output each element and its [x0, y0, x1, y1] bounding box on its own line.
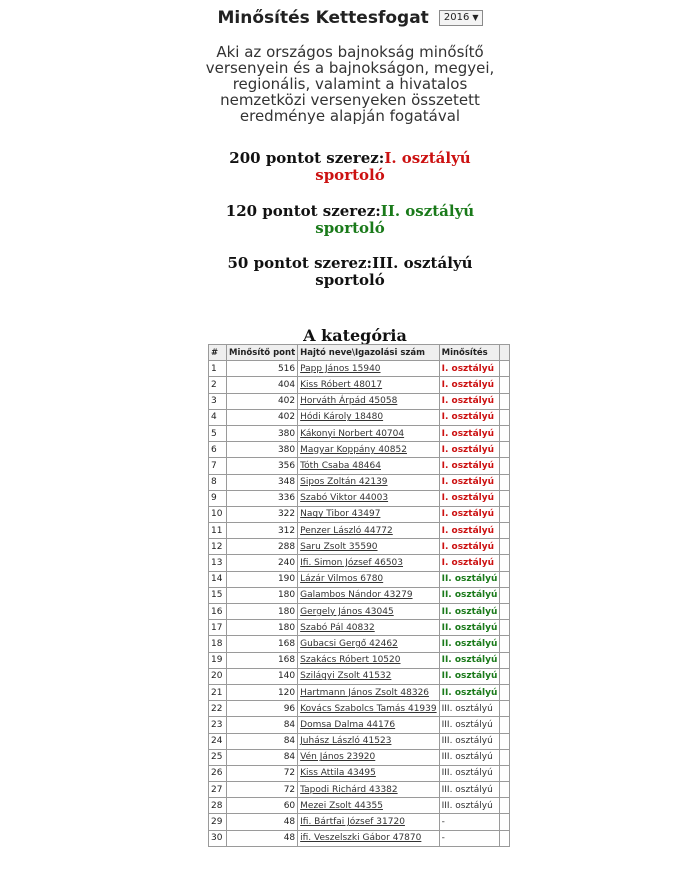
row-number: 10 [209, 506, 227, 522]
row-extra [500, 555, 510, 571]
row-extra [500, 668, 510, 684]
row-class: I. osztályú [439, 506, 500, 522]
row-extra [500, 814, 510, 830]
row-class: I. osztályú [439, 377, 500, 393]
row-number: 24 [209, 733, 227, 749]
driver-link[interactable]: Gergely János 43045 [300, 606, 394, 617]
row-driver [298, 555, 439, 571]
row-points: 84 [227, 717, 298, 733]
category-title: A kategória [303, 326, 407, 345]
row-driver [298, 425, 439, 441]
table-row [209, 490, 510, 506]
row-class: II. osztályú [439, 620, 500, 636]
driver-link[interactable]: Kovács Szabolcs Tamás 41939 [300, 703, 437, 714]
table-row [209, 409, 510, 425]
level-3-prefix: 50 pontot szerez: [227, 254, 373, 272]
row-extra [500, 652, 510, 668]
driver-link[interactable]: Tapodi Richárd 43382 [300, 784, 398, 795]
table-row [209, 393, 510, 409]
table-row [209, 717, 510, 733]
driver-link[interactable]: Ifi. Simon József 46503 [300, 558, 404, 569]
row-driver [298, 830, 439, 846]
row-points: 140 [227, 668, 298, 684]
driver-link[interactable]: Galambos Nándor 43279 [300, 590, 413, 601]
row-number: 7 [209, 458, 227, 474]
row-driver [298, 604, 439, 620]
row-number: 28 [209, 798, 227, 814]
row-points: 120 [227, 684, 298, 700]
row-number: 4 [209, 409, 227, 425]
level-3 [215, 255, 485, 289]
table-row [209, 506, 510, 522]
table-row [209, 377, 510, 393]
driver-link[interactable]: Ifi. Bártfai József 31720 [300, 817, 405, 828]
row-number: 8 [209, 474, 227, 490]
row-driver [298, 733, 439, 749]
driver-link[interactable]: Magyar Koppány 40852 [300, 444, 407, 455]
row-number: 29 [209, 814, 227, 830]
driver-link[interactable]: Hartmann János Zsolt 48326 [300, 687, 430, 698]
row-extra [500, 474, 510, 490]
row-class: III. osztályú [439, 782, 500, 798]
row-number: 27 [209, 782, 227, 798]
row-number: 2 [209, 377, 227, 393]
row-driver [298, 620, 439, 636]
driver-link[interactable]: Hódi Károly 18480 [300, 412, 384, 423]
level-2-prefix: 120 pontot szerez: [225, 202, 381, 220]
table-row [209, 701, 510, 717]
chevron-down-icon: ▼ [472, 12, 479, 22]
row-number: 14 [209, 571, 227, 587]
table-row [209, 814, 510, 830]
row-driver [298, 377, 439, 393]
driver-link[interactable]: Domsa Dalma 44176 [300, 719, 396, 730]
table-row [209, 425, 510, 441]
table-row [209, 684, 510, 700]
row-driver [298, 409, 439, 425]
row-points: 288 [227, 539, 298, 555]
column-header-points: Minősítő pont [227, 345, 298, 361]
row-class: II. osztályú [439, 587, 500, 603]
table-row [209, 555, 510, 571]
row-class: I. osztályú [439, 555, 500, 571]
table-row [209, 668, 510, 684]
row-driver [298, 701, 439, 717]
row-points: 60 [227, 798, 298, 814]
row-points: 402 [227, 393, 298, 409]
row-class: III. osztályú [439, 733, 500, 749]
row-number: 17 [209, 620, 227, 636]
row-class: III. osztályú [439, 765, 500, 781]
row-number: 25 [209, 749, 227, 765]
row-extra [500, 361, 510, 377]
row-class: I. osztályú [439, 474, 500, 490]
row-driver [298, 393, 439, 409]
column-header-class: Minősítés [439, 345, 500, 361]
driver-link[interactable]: Kákonyi Norbert 40704 [300, 428, 405, 439]
row-driver [298, 523, 439, 539]
row-extra [500, 733, 510, 749]
row-class: I. osztályú [439, 425, 500, 441]
row-extra [500, 377, 510, 393]
driver-link[interactable]: Nagy Tibor 43497 [300, 509, 381, 520]
table-row [209, 652, 510, 668]
row-driver [298, 458, 439, 474]
row-points: 180 [227, 587, 298, 603]
row-extra [500, 830, 510, 846]
row-extra [500, 571, 510, 587]
row-number: 3 [209, 393, 227, 409]
driver-link[interactable]: Kiss Attila 43495 [300, 768, 376, 779]
header [0, 7, 700, 31]
row-driver [298, 684, 439, 700]
row-points: 356 [227, 458, 298, 474]
driver-link[interactable]: Penzer László 44772 [300, 525, 393, 536]
row-driver [298, 749, 439, 765]
driver-link[interactable]: Juhász László 41523 [300, 736, 392, 747]
row-extra [500, 782, 510, 798]
row-class: III. osztályú [439, 798, 500, 814]
row-points: 180 [227, 620, 298, 636]
row-extra [500, 765, 510, 781]
driver-link[interactable]: Papp János 15940 [300, 363, 381, 374]
row-class: II. osztályú [439, 668, 500, 684]
driver-link[interactable]: Szakács Róbert 10520 [300, 655, 401, 666]
row-driver [298, 571, 439, 587]
row-points: 322 [227, 506, 298, 522]
row-class: I. osztályú [439, 523, 500, 539]
level-1-label: I. osztályú sportoló [315, 149, 471, 184]
row-class: II. osztályú [439, 571, 500, 587]
table-header-row [209, 345, 510, 361]
table-row [209, 733, 510, 749]
row-extra [500, 636, 510, 652]
row-number: 11 [209, 523, 227, 539]
row-class: I. osztályú [439, 442, 500, 458]
row-extra [500, 458, 510, 474]
row-number: 30 [209, 830, 227, 846]
driver-link[interactable]: Tóth Csaba 48464 [300, 460, 381, 471]
row-number: 18 [209, 636, 227, 652]
row-driver [298, 652, 439, 668]
table-row [209, 782, 510, 798]
row-class: I. osztályú [439, 361, 500, 377]
table-row [209, 604, 510, 620]
column-header-driver: Hajtó neve\Igazolási szám [298, 345, 439, 361]
row-number: 6 [209, 442, 227, 458]
row-class: I. osztályú [439, 393, 500, 409]
row-driver [298, 636, 439, 652]
row-extra [500, 798, 510, 814]
row-class: III. osztályú [439, 749, 500, 765]
ranking-table [208, 344, 510, 847]
row-driver [298, 668, 439, 684]
row-class: - [439, 814, 500, 830]
row-extra [500, 701, 510, 717]
driver-link[interactable]: Saru Zsolt 35590 [300, 541, 378, 552]
driver-link[interactable]: Vén János 23920 [300, 752, 376, 763]
row-driver [298, 506, 439, 522]
row-driver [298, 782, 439, 798]
row-driver [298, 717, 439, 733]
row-points: 168 [227, 636, 298, 652]
row-points: 48 [227, 830, 298, 846]
column-header-number: # [209, 345, 227, 361]
row-extra [500, 717, 510, 733]
row-number: 22 [209, 701, 227, 717]
row-points: 240 [227, 555, 298, 571]
row-driver [298, 490, 439, 506]
row-extra [500, 490, 510, 506]
table-row [209, 636, 510, 652]
row-points: 348 [227, 474, 298, 490]
table-row [209, 749, 510, 765]
table-row [209, 830, 510, 846]
row-class: - [439, 830, 500, 846]
page-title: Minősítés Kettesfogat [217, 7, 429, 28]
row-driver [298, 474, 439, 490]
row-points: 380 [227, 425, 298, 441]
row-class: II. osztályú [439, 604, 500, 620]
driver-link[interactable]: Lázár Vilmos 6780 [300, 574, 384, 585]
row-points: 402 [227, 409, 298, 425]
row-points: 380 [227, 442, 298, 458]
row-points: 190 [227, 571, 298, 587]
row-points: 404 [227, 377, 298, 393]
row-extra [500, 506, 510, 522]
level-1 [215, 150, 485, 184]
table-row [209, 361, 510, 377]
table-row [209, 587, 510, 603]
row-driver [298, 361, 439, 377]
row-number: 13 [209, 555, 227, 571]
row-extra [500, 604, 510, 620]
row-number: 20 [209, 668, 227, 684]
row-extra [500, 393, 510, 409]
level-2 [215, 203, 485, 237]
year-select[interactable] [439, 10, 483, 26]
row-number: 9 [209, 490, 227, 506]
row-driver [298, 539, 439, 555]
table-body [209, 361, 510, 847]
driver-link[interactable]: Mezei Zsolt 44355 [300, 800, 383, 811]
row-class: II. osztályú [439, 684, 500, 700]
row-extra [500, 523, 510, 539]
row-extra [500, 539, 510, 555]
driver-link[interactable]: Gubacsi Gergő 42462 [300, 638, 398, 649]
row-number: 12 [209, 539, 227, 555]
row-points: 516 [227, 361, 298, 377]
row-extra [500, 425, 510, 441]
row-driver [298, 814, 439, 830]
row-class: I. osztályú [439, 490, 500, 506]
table-row [209, 539, 510, 555]
row-class: II. osztályú [439, 636, 500, 652]
row-extra [500, 409, 510, 425]
row-points: 84 [227, 749, 298, 765]
column-header-extra [500, 345, 510, 361]
row-class: III. osztályú [439, 701, 500, 717]
driver-link[interactable]: Szilágyi Zsolt 41532 [300, 671, 392, 682]
table-row [209, 474, 510, 490]
row-points: 48 [227, 814, 298, 830]
driver-link[interactable]: Sipos Zoltán 42139 [300, 477, 388, 488]
row-driver [298, 798, 439, 814]
row-class: I. osztályú [439, 409, 500, 425]
driver-link[interactable]: Horváth Árpád 45058 [300, 396, 398, 407]
driver-link[interactable]: Szabó Pál 40832 [300, 622, 375, 633]
row-points: 84 [227, 733, 298, 749]
row-extra [500, 749, 510, 765]
table-row [209, 523, 510, 539]
row-number: 21 [209, 684, 227, 700]
row-points: 312 [227, 523, 298, 539]
table-row [209, 620, 510, 636]
row-extra [500, 587, 510, 603]
row-driver [298, 765, 439, 781]
row-number: 1 [209, 361, 227, 377]
row-number: 16 [209, 604, 227, 620]
table-row [209, 798, 510, 814]
row-points: 72 [227, 765, 298, 781]
description: Aki az országos bajnokság minősítő versenyein és a bajnokságon, megyei, regionális, valamint a hivatalos nemzetközi versenyeken összetett eredménye alapján fogatával [205, 43, 495, 125]
table-row [209, 458, 510, 474]
driver-link[interactable]: ifi. Veszelszki Gábor 47870 [300, 833, 422, 844]
year-select-value: 2016 [443, 11, 470, 23]
row-points: 168 [227, 652, 298, 668]
row-class: II. osztályú [439, 652, 500, 668]
level-3-label: III. osztályú sportoló [315, 254, 473, 289]
row-number: 19 [209, 652, 227, 668]
row-number: 5 [209, 425, 227, 441]
row-driver [298, 442, 439, 458]
level-1-prefix: 200 pontot szerez: [229, 149, 385, 167]
driver-link[interactable]: Szabó Viktor 44003 [300, 493, 389, 504]
row-class: I. osztályú [439, 458, 500, 474]
row-extra [500, 684, 510, 700]
row-points: 336 [227, 490, 298, 506]
row-points: 72 [227, 782, 298, 798]
row-points: 96 [227, 701, 298, 717]
row-extra [500, 620, 510, 636]
driver-link[interactable]: Kiss Róbert 48017 [300, 379, 383, 390]
row-number: 23 [209, 717, 227, 733]
table-row [209, 571, 510, 587]
row-driver [298, 587, 439, 603]
row-class: I. osztályú [439, 539, 500, 555]
row-class: III. osztályú [439, 717, 500, 733]
row-points: 180 [227, 604, 298, 620]
row-number: 26 [209, 765, 227, 781]
table-row [209, 765, 510, 781]
table-row [209, 442, 510, 458]
row-number: 15 [209, 587, 227, 603]
row-extra [500, 442, 510, 458]
level-2-label: II. osztályú sportoló [315, 202, 475, 237]
